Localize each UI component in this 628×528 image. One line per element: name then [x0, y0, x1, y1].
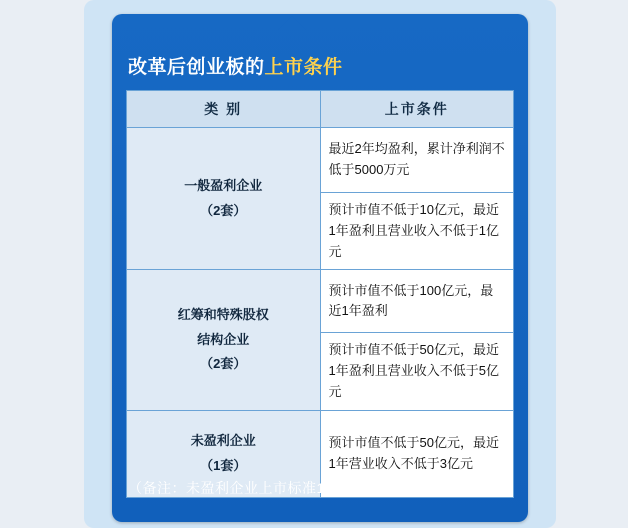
category-label-line1: 未盈利企业	[190, 433, 256, 449]
condition-cell: 最近2年均盈利，累计净利润不低于5000万元	[320, 128, 514, 193]
page-title-highlight: 上市条件	[264, 57, 343, 78]
category-label-line1: 一般盈利企业	[184, 178, 263, 193]
condition-cell: 预计市值不低于50亿元，最近1年盈利且营业收入不低于5亿元	[320, 333, 514, 410]
category-label-line1b: 结构企业	[197, 331, 250, 347]
table-header-conditions: 上市条件	[320, 91, 514, 128]
category-label-line2: （2套）	[200, 356, 247, 372]
table-row	[127, 128, 514, 193]
info-card	[112, 14, 528, 522]
condition-cell: 预计市值不低于50亿元，最近1年营业收入不低于3亿元	[320, 410, 514, 497]
table-row	[127, 270, 514, 333]
table-header-category: 类 别	[127, 91, 321, 128]
category-cell-redchip-special	[127, 270, 321, 410]
table-header-row	[127, 91, 514, 128]
card-pointer-icon	[278, 16, 306, 30]
page-title	[128, 52, 528, 79]
category-label-line1: 红筹和特殊股权	[177, 307, 269, 323]
condition-cell: 预计市值不低于10亿元，最近1年盈利且营业收入不低于1亿元	[320, 193, 514, 270]
footnote: （备注：未盈利企业上市标准1年内暂不实施）	[128, 480, 427, 496]
listing-conditions-table	[126, 90, 514, 498]
page-title-plain: 改革后创业板的	[128, 57, 265, 78]
category-label-line2: （2套）	[200, 202, 247, 218]
category-cell-general-profit	[127, 128, 321, 270]
category-label-line2: （1套）	[200, 457, 247, 473]
condition-cell: 预计市值不低于100亿元，最近1年盈利	[320, 270, 514, 333]
